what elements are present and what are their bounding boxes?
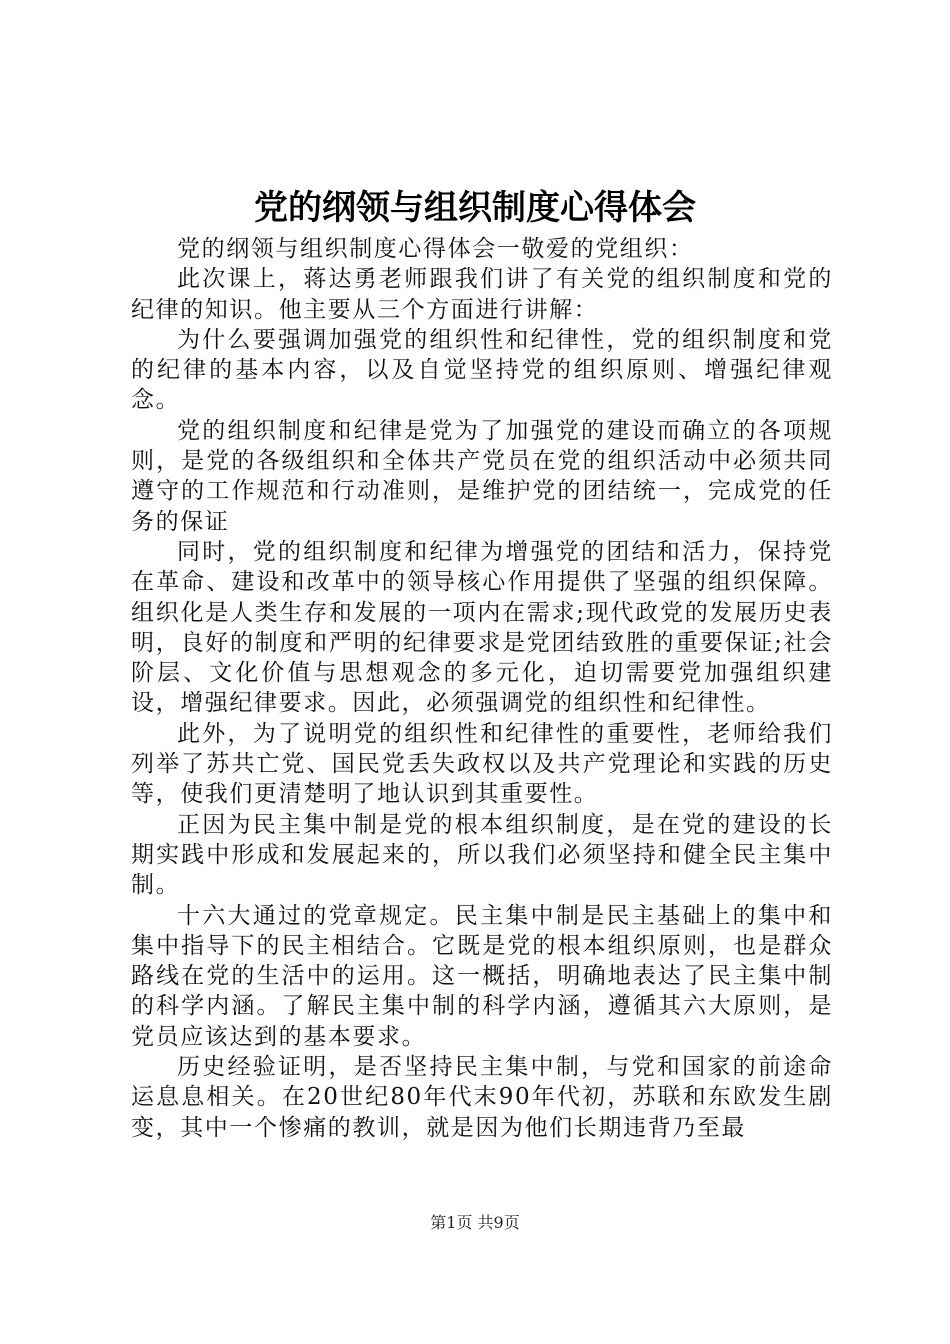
paragraph: 此外，为了说明党的组织性和纪律性的重要性，老师给我们列举了苏共亡党、国民党丢失政权以及共产党理论和实践的历史等，使我们更清楚明了地认识到其重要性。 xyxy=(131,720,833,808)
paragraph: 此次课上，蒋达勇老师跟我们讲了有关党的组织制度和党的纪律的知识。他主要从三个方面进行讲解： xyxy=(131,266,833,323)
paragraph: 同时，党的组织制度和纪律为增强党的团结和活力，保持党在革命、建设和改革中的领导核心作用提供了坚强的组织保障。组织化是人类生存和发展的一项内在需求;现代政党的发展历史表明，良好的制度和严明的纪律要求是党团结致胜的重要保证;社会阶层、文化价值与思想观念的多元化，迫切需要党加强组织建设，增强纪律要求。因此，必须强调党的组织性和纪律性。 xyxy=(131,538,833,717)
document-title: 党的纲领与组织制度心得体会 xyxy=(254,188,696,228)
paragraph: 历史经验证明，是否坚持民主集中制，与党和国家的前途命运息息相关。在20世纪80年代末90年代初，苏联和东欧发生剧变，其中一个惨痛的教训，就是因为他们长期违背乃至最 xyxy=(131,1054,833,1141)
document-body xyxy=(131,234,833,1143)
page-number-footer: 第1页 共9页 xyxy=(430,1213,520,1232)
paragraph-greeting: 党的纲领与组织制度心得体会一敬爱的党组织： xyxy=(177,236,694,262)
paragraph: 为什么要强调加强党的组织性和纪律性，党的组织制度和党的纪律的基本内容，以及自觉坚持党的组织原则、增强纪律观念。 xyxy=(131,326,833,414)
paragraph: 正因为民主集中制是党的根本组织制度，是在党的建设的长期实践中形成和发展起来的，所以我们必须坚持和健全民主集中制。 xyxy=(131,811,833,899)
paragraph: 党的组织制度和纪律是党为了加强党的建设而确立的各项规则，是党的各级组织和全体共产党员在党的组织活动中必须共同遵守的工作规范和行动准则，是维护党的团结统一，完成党的任务的保证 xyxy=(131,417,833,535)
paragraph: 十六大通过的党章规定。民主集中制是民主基础上的集中和集中指导下的民主相结合。它既是党的根本组织原则，也是群众路线在党的生活中的运用。这一概括，明确地表达了民主集中制的科学内涵。了解民主集中制的科学内涵，遵循其六大原则，是党员应该达到的基本要求。 xyxy=(131,902,833,1050)
